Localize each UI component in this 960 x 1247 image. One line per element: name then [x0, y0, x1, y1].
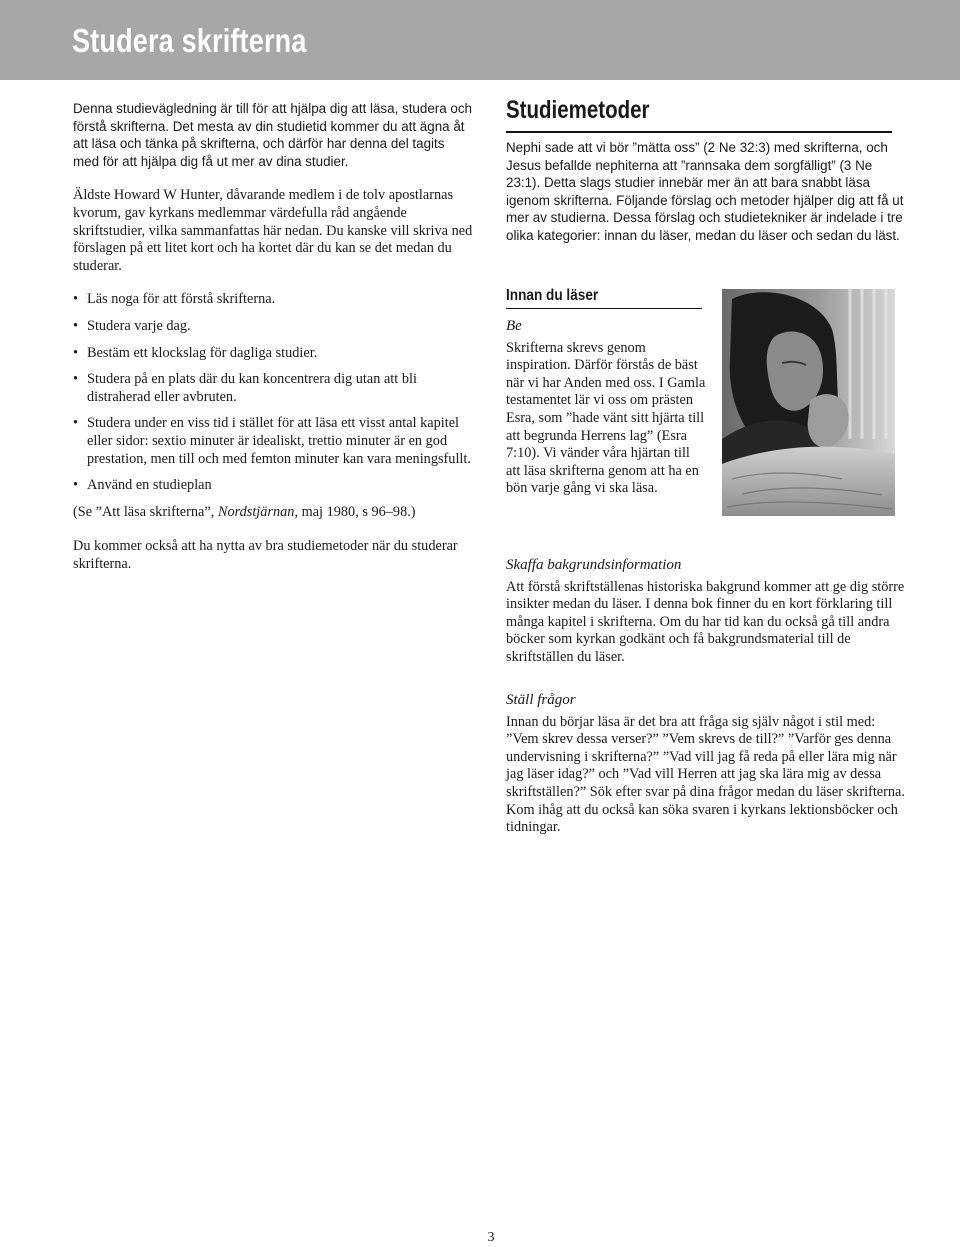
list-item [73, 371, 473, 406]
skaffa-title: Skaffa bakgrundsinformation [506, 557, 682, 573]
list-item-text: Studera varje dag. [87, 317, 191, 334]
stall-text: Innan du börjar läsa är det bra att fråga sig själv något i stil med: ”Vem skrev dessa verser?” ”Vem skrevs de till?” ”Varför ges denna undervisning i skrifterna?” ”Vad vill jag få reda på eller lära mig när jag läser idag?” och ”Vad vill Herren att jag ska lära mig av dessa skriftställen?” Sök efter svar på dina frågor medan du läser skrifterna. Kom ihåg att du också kan söka svaren i kyrkans lektionsböcker och tidningar. [506, 713, 905, 836]
bullet-icon: • [73, 291, 79, 308]
list-item [73, 318, 473, 336]
page-title: Studera skrifterna [72, 22, 307, 59]
subsection-heading: Innan du läser [506, 287, 599, 304]
section-heading: Studiemetoder [506, 96, 650, 124]
studiemetoder-intro: Nephi sade att vi bör ”mätta oss” (2 Ne 32:3) med skrifterna, och Jesus befallde nephiterna att ”rannsaka dem sorgfälligt” (3 Ne 23:1). Detta slags studier innebär mer än att bara snabbt läsa igenom skrifterna. Följande förslag och metoder hjälper dig att få ut mer av studierna. Dessa förslag och studietekniker är indelade i tre olika kategorier: innan du läser, medan du läser och sedan du läst. [506, 140, 904, 243]
bullet-icon: • [73, 317, 79, 334]
stall-block [506, 692, 906, 837]
subsection-rule [506, 308, 702, 309]
stall-title: Ställ frågor [506, 692, 576, 708]
bullet-icon: • [73, 344, 79, 361]
closing-paragraph: Du kommer också att ha nytta av bra studiemetoder när du studerar skrifterna. [73, 538, 458, 572]
citation: (Se ”Att läsa skrifterna”, Nordstjärnan, maj 1980, s 96–98.) [73, 503, 416, 520]
be-block [506, 318, 706, 498]
list-item-text: Studera på en plats där du kan koncentrera dig utan att bli distraherad eller avbruten. [87, 371, 417, 405]
list-item-text: Studera under en viss tid i stället för att läsa ett visst antal kapitel eller sidor: sextio minuter är idealiskt, trettio minuter är en god prestation, men till och med femton minuter kan vara meningsfullt. [87, 415, 471, 467]
be-text: Skrifterna skrevs genom inspiration. Därför förstås de bäst när vi har Anden med oss. I Gamla testamentet lär vi oss om prästen Esra, som ”hade vänt sitt hjärta till att begrunda Herrens lag” (Esra 7:10). Vi vänder våra hjärtan till att läsa skrifterna genom att ha en bön varje gång vi ska läsa. [506, 339, 706, 497]
page-number: 3 [487, 1230, 495, 1245]
praying-woman-photo [722, 289, 895, 516]
advice-list [73, 291, 473, 494]
right-column [506, 96, 906, 245]
list-item-text: Använd en studieplan [87, 477, 212, 494]
list-item-text: Läs noga för att förstå skrifterna. [87, 291, 276, 308]
list-item [73, 291, 473, 309]
skaffa-block [506, 557, 906, 667]
bullet-icon: • [73, 477, 79, 494]
header-band [0, 0, 960, 80]
list-item [73, 477, 473, 495]
list-item-text: Bestäm ett klockslag för dagliga studier. [87, 344, 318, 361]
list-item [73, 345, 473, 363]
photo-illustration [722, 289, 895, 516]
bullet-icon: • [73, 415, 79, 432]
left-column [73, 100, 473, 573]
heading-rule [506, 131, 892, 133]
citation-journal: Nordstjärnan, [217, 503, 299, 520]
hunter-paragraph: Äldste Howard W Hunter, dåvarande medlem i de tolv apostlarnas kvorum, gav kyrkans medlemmar värdefulla råd angående skriftstudier, vilka sammanfattas här nedan. Du kanske vill skriva ned förslagen på ett litet kort och ha kortet där du kan se det medan du studerar. [73, 187, 473, 274]
skaffa-text: Att förstå skriftställenas historiska bakgrund kommer att ge dig större insikter medan du läser. I denna bok finner du en kort förklaring till många kapitel i skrifterna. Om du har tid kan du också gå till andra böcker som kyrkan godkänt och få bakgrundsmaterial till de skriftställen du läser. [506, 578, 905, 665]
intro-paragraph: Denna studievägledning är till för att hjälpa dig att läsa, studera och förstå skrifterna. Det mesta av din studietid kommer du att ägna åt att läsa och tänka på skrifterna, och därför har denna del tagits med för att hjälpa dig få ut mer av dina studier. [73, 101, 472, 169]
be-title: Be [506, 318, 522, 334]
bullet-icon: • [73, 371, 79, 388]
list-item [73, 415, 473, 468]
